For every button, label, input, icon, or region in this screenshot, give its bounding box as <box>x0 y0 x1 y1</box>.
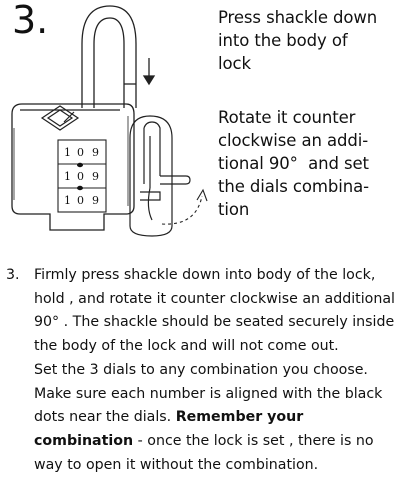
rotate-arrow-head-icon <box>197 190 207 201</box>
dial-1-digit-c[interactable]: 9 <box>92 146 99 159</box>
dial-2-digit-b[interactable]: 0 <box>77 170 84 183</box>
instruction-paragraph-1: Firmly press shackle down into body of the lock, hold , and rotate it counter clockwise an additional 90° . The shackle should be seated securely inside the body of the lock and will not come out. <box>34 267 395 355</box>
dial-1-digit-a[interactable]: 1 <box>64 146 71 159</box>
instruction-text-b: - once the lock is set , there is no way to open it without the combination. <box>34 432 374 473</box>
instruction-number: 3. <box>6 267 20 283</box>
shackle-side-view <box>130 116 190 236</box>
instruction-bold-warning: Remember your combination <box>34 409 304 449</box>
dial-3-digit-c[interactable]: 9 <box>92 194 99 207</box>
dial-2-digit-a[interactable]: 1 <box>64 170 71 183</box>
instruction-body <box>34 264 402 477</box>
callout-press-shackle: Press shackle down into the body of lock <box>218 8 378 73</box>
dial-2-digit-c[interactable]: 9 <box>92 170 99 183</box>
dial-3-digit-b[interactable]: 0 <box>77 194 84 207</box>
lock-body <box>12 104 134 230</box>
shackle <box>82 6 136 108</box>
rotate-arrow-icon <box>162 196 202 224</box>
step-number: 3. <box>12 0 49 42</box>
dial-1-digit-b[interactable]: 0 <box>77 146 84 159</box>
instructions <box>6 264 402 477</box>
dial-3-digit-a[interactable]: 1 <box>64 194 71 207</box>
down-arrow-icon <box>144 58 154 84</box>
instruction-paragraph-2 <box>34 359 402 478</box>
instruction-text-a: Set the 3 dials to any combination you choose. Make sure each number is aligned with the black dots near the dials. <box>34 361 383 426</box>
callout-rotate: Rotate it counter clockwise an addi- tional 90° and set the dials combina- tion <box>218 108 369 219</box>
